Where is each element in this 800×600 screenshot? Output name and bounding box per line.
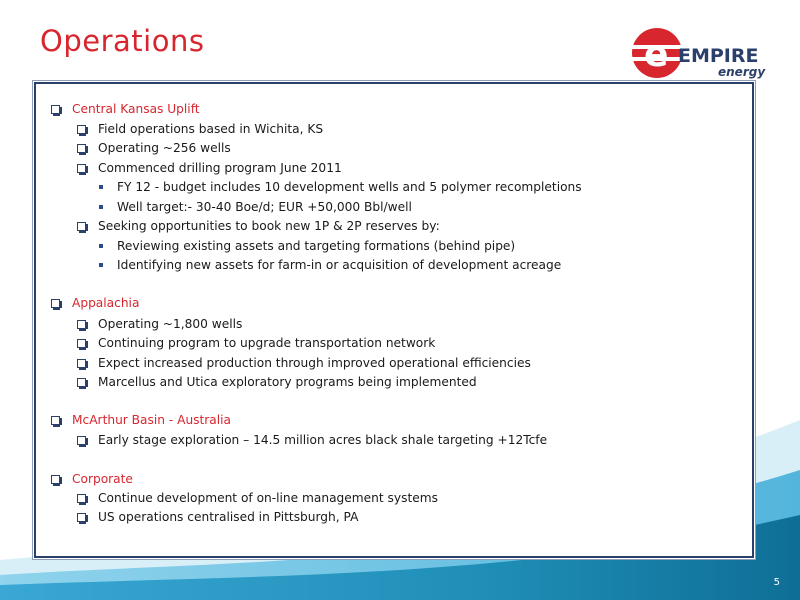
list-item: Expect increased production through improved operational efficiencies: [77, 356, 531, 370]
list-item: Commenced drilling program June 2011: [77, 161, 342, 175]
page-number: 5: [773, 577, 780, 588]
section-heading-corporate: Corporate: [51, 472, 133, 486]
checkbox-bullet-icon: [51, 475, 60, 484]
sub-list-item: Well target:- 30-40 Boe/d; EUR +50,000 Bbl/well: [99, 200, 412, 214]
sub-list-item: FY 12 - budget includes 10 development wells and 5 polymer recompletions: [99, 180, 582, 194]
checkbox-bullet-icon: [51, 416, 60, 425]
section-heading-mcarthur-basin: McArthur Basin - Australia: [51, 413, 231, 427]
checkbox-bullet-icon: [77, 513, 86, 522]
checkbox-bullet-icon: [77, 436, 86, 445]
checkbox-bullet-icon: [77, 339, 86, 348]
checkbox-bullet-icon: [77, 378, 86, 387]
checkbox-bullet-icon: [51, 105, 60, 114]
square-bullet-icon: [99, 263, 103, 267]
checkbox-bullet-icon: [77, 320, 86, 329]
checkbox-bullet-icon: [77, 222, 86, 231]
section-heading-central-kansas: Central Kansas Uplift: [51, 102, 200, 116]
empire-energy-logo: [630, 26, 770, 84]
checkbox-bullet-icon: [77, 144, 86, 153]
content-panel: [32, 80, 756, 560]
square-bullet-icon: [99, 244, 103, 248]
list-item: Seeking opportunities to book new 1P & 2P reserves by:: [77, 219, 440, 233]
list-item: Operating ~256 wells: [77, 141, 231, 155]
svg-text:energy: energy: [718, 65, 766, 79]
list-item: Marcellus and Utica exploratory programs being implemented: [77, 375, 477, 389]
checkbox-bullet-icon: [77, 359, 86, 368]
square-bullet-icon: [99, 185, 103, 189]
list-item: Field operations based in Wichita, KS: [77, 122, 323, 136]
checkbox-bullet-icon: [51, 299, 60, 308]
checkbox-bullet-icon: [77, 494, 86, 503]
square-bullet-icon: [99, 205, 103, 209]
list-item: Continuing program to upgrade transportation network: [77, 336, 435, 350]
list-item: US operations centralised in Pittsburgh, PA: [77, 510, 358, 524]
checkbox-bullet-icon: [77, 125, 86, 134]
list-item: Continue development of on-line management systems: [77, 491, 438, 505]
sub-list-item: Identifying new assets for farm-in or acquisition of development acreage: [99, 258, 561, 272]
svg-text:EMPIRE: EMPIRE: [678, 45, 759, 67]
checkbox-bullet-icon: [77, 164, 86, 173]
list-item: Operating ~1,800 wells: [77, 317, 242, 331]
sub-list-item: Reviewing existing assets and targeting formations (behind pipe): [99, 239, 515, 253]
slide-title: Operations: [40, 24, 205, 58]
section-heading-appalachia: Appalachia: [51, 296, 139, 310]
list-item: Early stage exploration – 14.5 million acres black shale targeting +12Tcfe: [77, 433, 547, 447]
svg-text:e: e: [644, 34, 669, 75]
